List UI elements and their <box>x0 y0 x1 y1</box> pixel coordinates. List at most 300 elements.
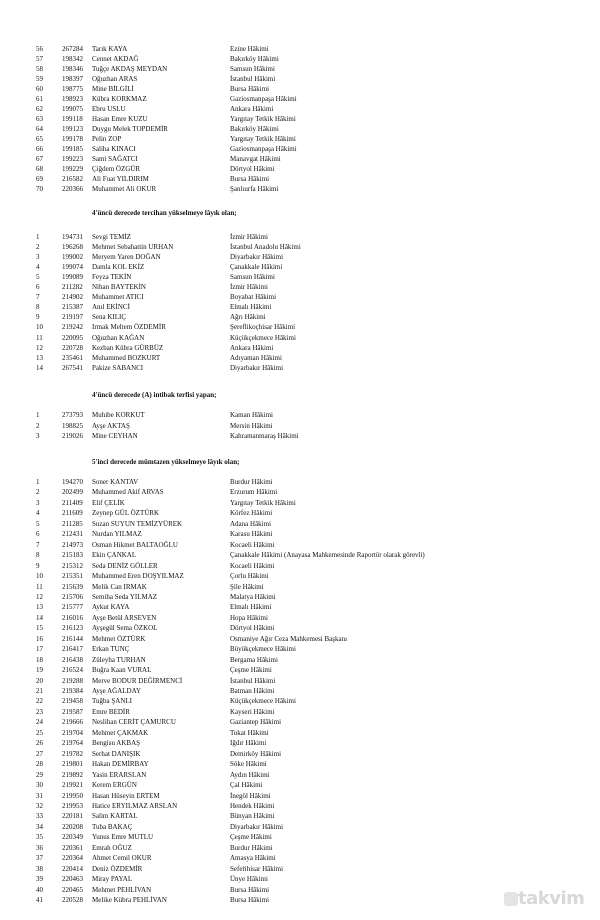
row-number: 2 <box>36 243 40 252</box>
row-number: 2 <box>36 488 40 497</box>
registry-number: 219242 <box>62 323 83 332</box>
person-name: Oğuzhan ARAS <box>92 75 138 83</box>
assignment-place: Söke Hâkimi <box>230 760 267 769</box>
row-number: 67 <box>36 155 43 163</box>
person-name: Melik Can IRMAK <box>92 582 147 591</box>
person-name: Salim KARTAL <box>92 812 138 821</box>
row-number: 20 <box>36 676 43 685</box>
list-item <box>0 874 600 884</box>
assignment-place: Bergama Hâkimi <box>230 655 278 664</box>
assignment-place: Büyükçekmece Hâkimi <box>230 645 296 654</box>
person-name: Pakize SABANCI <box>92 363 144 372</box>
list-item <box>0 613 600 623</box>
list-item <box>0 302 600 312</box>
list-item <box>0 252 600 262</box>
list-item <box>0 770 600 780</box>
registry-number: 198342 <box>62 55 83 63</box>
registry-number: 235461 <box>62 353 83 362</box>
person-name: Ayşegül Sema ÖZKOL <box>92 624 158 633</box>
person-name: Hasan Emre KUZU <box>92 115 148 123</box>
person-name: Merve BODUR DEĞİRMENCİ <box>92 676 183 685</box>
assignment-place: Şile Hâkimi <box>230 582 264 591</box>
takvim-watermark <box>500 888 596 912</box>
row-number: 4 <box>36 263 40 272</box>
person-name: Mehmet ÇAKMAK <box>92 728 149 737</box>
assignment-place: Karasu Hâkimi <box>230 530 273 539</box>
person-name: Ayşe AKTAŞ <box>92 421 130 430</box>
registry-number: 215312 <box>62 561 83 570</box>
person-name: Sena KILIÇ <box>92 313 127 322</box>
registry-number: 219921 <box>62 781 83 790</box>
registry-number: 219892 <box>62 770 83 779</box>
person-name: Kübra KORKMAZ <box>92 95 147 103</box>
registry-number: 214902 <box>62 293 83 302</box>
person-name: Pelin ZOP <box>92 135 122 143</box>
row-number: 35 <box>36 833 43 842</box>
list-item <box>0 602 600 612</box>
person-name: Emrah OĞUZ <box>92 843 132 852</box>
person-name: Çiğdem ÖZGÜR <box>92 165 141 173</box>
registry-number: 220208 <box>62 822 83 831</box>
list-item <box>0 154 600 164</box>
row-number: 3 <box>36 253 40 262</box>
person-name: Cennet AKDAĞ <box>92 55 139 63</box>
row-number: 1 <box>36 478 40 486</box>
row-number: 61 <box>36 95 43 103</box>
assignment-place: Samsun Hâkimi <box>230 273 275 282</box>
registry-number: 219953 <box>62 801 83 810</box>
list-item <box>0 353 600 363</box>
registry-number: 212431 <box>62 530 83 539</box>
row-number: 31 <box>36 791 43 800</box>
row-number: 7 <box>36 540 40 549</box>
row-number: 13 <box>36 603 43 612</box>
row-number: 65 <box>36 135 43 143</box>
person-name: Anıl EKİNCİ <box>92 303 130 312</box>
row-number: 17 <box>36 645 43 654</box>
row-number: 69 <box>36 175 43 183</box>
person-name: Deniz ÖZDEMİR <box>92 864 143 873</box>
row-number: 3 <box>36 432 40 440</box>
assignment-place: Iğdır Hâkimi <box>230 739 267 748</box>
row-number: 13 <box>36 353 43 362</box>
list-item <box>0 282 600 292</box>
assignment-place: İstanbul Hâkimi <box>230 75 276 83</box>
list-item <box>0 184 600 194</box>
registry-number: 196268 <box>62 243 83 252</box>
assignment-place: Elmalı Hâkimi <box>230 303 272 312</box>
person-name: Muhammed Eren DOŞYILMAZ <box>92 572 184 581</box>
person-name: Nihan BAYTEKİN <box>92 283 146 292</box>
list-item <box>0 655 600 665</box>
registry-number: 220366 <box>62 185 83 193</box>
row-number: 9 <box>36 313 40 322</box>
row-number: 40 <box>36 885 43 894</box>
list-item <box>0 134 600 144</box>
list-item <box>0 644 600 654</box>
assignment-place: Bursa Hâkimi <box>230 85 270 93</box>
assignment-place: İzmir Hâkimi <box>230 283 268 292</box>
assignment-place: Demirköy Hâkimi <box>230 749 282 758</box>
assignment-place: Aydın Hâkimi <box>230 770 270 779</box>
row-number: 14 <box>36 613 43 622</box>
registry-number: 219026 <box>62 432 83 440</box>
registry-number: 211609 <box>62 509 83 518</box>
row-number: 24 <box>36 718 43 727</box>
person-name: Buğra Kaan VURAL <box>92 666 152 675</box>
assignment-place: Çeşme Hâkimi <box>230 666 272 675</box>
list-item <box>0 44 600 54</box>
registry-number: 273793 <box>62 411 83 419</box>
row-number: 29 <box>36 770 43 779</box>
list-item <box>0 312 600 322</box>
list-item <box>0 561 600 571</box>
registry-number: 198775 <box>62 85 83 93</box>
list-item <box>0 232 600 242</box>
row-number: 60 <box>36 85 43 93</box>
registry-number: 198825 <box>62 421 83 430</box>
list-item <box>0 738 600 748</box>
person-name: Tuba BAKAÇ <box>92 822 133 831</box>
person-name: Soner KANTAV <box>92 478 139 486</box>
person-name: Aykut KAYA <box>92 603 130 612</box>
person-name: Ali Fuat YILDIRIM <box>92 175 149 183</box>
person-name: Kezban Kübra GÜRBÜZ <box>92 343 164 352</box>
registry-number: 199223 <box>62 155 83 163</box>
assignment-place: Burdur Hâkimi <box>230 843 273 852</box>
assignment-place: Şereflikoçhisar Hâkimi <box>230 323 296 332</box>
registry-number: 216144 <box>62 634 83 643</box>
registry-number: 199075 <box>62 105 83 113</box>
person-name: Mine CEYHAN <box>92 432 138 440</box>
assignment-place: Bursa Hâkimi <box>230 896 270 904</box>
assignment-place: Ezine Hâkimi <box>230 45 269 53</box>
registry-number: 219950 <box>62 791 83 800</box>
registry-number: 216123 <box>62 624 83 633</box>
registry-number: 216524 <box>62 666 83 675</box>
person-name: Mehmet ÖZTÜRK <box>92 634 146 643</box>
list-item <box>0 322 600 332</box>
person-name: Zeynep GÜL ÖZTÜRK <box>92 509 160 518</box>
person-name: Tuğba ŞANLI <box>92 697 132 706</box>
registry-number: 220465 <box>62 885 83 894</box>
assignment-place: Boyabat Hâkimi <box>230 293 277 302</box>
row-number: 63 <box>36 115 43 123</box>
row-number: 41 <box>36 896 43 904</box>
list-item <box>0 519 600 529</box>
list-item <box>0 676 600 686</box>
assignment-place: Körfez Hâkimi <box>230 509 273 518</box>
registry-number: 220463 <box>62 875 83 884</box>
registry-number: 216582 <box>62 175 83 183</box>
person-name: Bengisu AKBAŞ <box>92 739 141 748</box>
person-name: Muhammet Ali OKUR <box>92 185 157 193</box>
registry-number: 220361 <box>62 843 83 852</box>
person-name: Kerem ERGÜN <box>92 781 137 790</box>
registry-number: 199118 <box>62 115 83 123</box>
person-name: Ahmet Cemil OKUR <box>92 854 152 863</box>
list-item <box>0 540 600 550</box>
person-name: Saliha KINACI <box>92 145 136 153</box>
row-number: 25 <box>36 728 43 737</box>
assignment-place: Dörtyol Hâkimi <box>230 624 275 633</box>
row-number: 14 <box>36 363 43 372</box>
person-name: Feyza TEKİN <box>92 273 132 282</box>
assignment-place: Kocaeli Hâkimi <box>230 540 275 549</box>
assignment-place: Bursa Hâkimi <box>230 175 270 183</box>
person-name: Hatice ERYILMAZ ARSLAN <box>92 801 178 810</box>
assignment-place: Batman Hâkimi <box>230 687 275 695</box>
registry-number: 215777 <box>62 603 83 612</box>
assignment-place: İnegöl Hâkimi <box>230 791 271 800</box>
assignment-place: Çanakkale Hâkimi (Anayasa Mahkemesinde Raportör olarak görevli) <box>230 551 425 560</box>
row-number: 1 <box>36 411 40 419</box>
list-item <box>0 94 600 104</box>
assignment-place: Adıyaman Hâkimi <box>230 353 282 362</box>
registry-number: 219666 <box>62 718 83 727</box>
assignment-place: İstanbul Anadolu Hâkimi <box>230 243 301 252</box>
person-name: Oğuzhan KAĞAN <box>92 333 145 342</box>
assignment-place: Tokat Hâkimi <box>230 728 269 737</box>
row-number: 21 <box>36 687 43 695</box>
row-number: 11 <box>36 582 43 591</box>
assignment-place: Samsun Hâkimi <box>230 65 275 73</box>
assignment-place: Çanakkale Hâkimi <box>230 263 283 272</box>
row-number: 18 <box>36 655 43 664</box>
row-number: 36 <box>36 843 43 852</box>
person-name: Sevgi TEMİZ <box>92 233 131 241</box>
row-number: 23 <box>36 707 43 716</box>
assignment-place: Kayseri Hâkimi <box>230 707 275 716</box>
list-item <box>0 431 600 441</box>
registry-number: 194731 <box>62 233 83 241</box>
row-number: 39 <box>36 875 43 884</box>
watermark-text: takvim <box>518 888 585 909</box>
assignment-place: Adana Hâkimi <box>230 519 272 528</box>
person-name: Semiha Seda YILMAZ <box>92 592 158 601</box>
section-heading: 5'inci derecede mümtazen yükselmeye lâyık olan; <box>92 458 240 466</box>
person-name: Duygu Melek TOPDEMİR <box>92 125 168 133</box>
assignment-place: Çeşme Hâkimi <box>230 833 272 842</box>
assignment-place: Diyarbakır Hâkimi <box>230 363 284 372</box>
list-item <box>0 791 600 801</box>
registry-number: 199123 <box>62 125 83 133</box>
registry-number: 198346 <box>62 65 83 73</box>
list-item <box>0 262 600 272</box>
registry-number: 215639 <box>62 582 83 591</box>
row-number: 8 <box>36 551 40 560</box>
assignment-place: Mersin Hâkimi <box>230 421 273 430</box>
assignment-place: Şanlıurfa Hâkimi <box>230 185 279 193</box>
person-name: Damla KOL EKİZ <box>92 263 145 272</box>
registry-number: 215387 <box>62 303 83 312</box>
assignment-place: Çal Hâkimi <box>230 781 263 790</box>
row-number: 59 <box>36 75 43 83</box>
registry-number: 220414 <box>62 864 83 873</box>
list-item <box>0 582 600 592</box>
assignment-place: Yargıtay Tetkik Hâkimi <box>230 498 296 507</box>
list-item <box>0 822 600 832</box>
assignment-place: Diyarbakır Hâkimi <box>230 253 284 262</box>
person-name: Ebru USLU <box>92 105 126 113</box>
registry-number: 219782 <box>62 749 83 758</box>
row-number: 33 <box>36 812 43 821</box>
list-item <box>0 728 600 738</box>
person-name: Osman Hikmet BALTAOĞLU <box>92 540 178 549</box>
person-name: Züleyha TURHAN <box>92 655 146 664</box>
section-heading: 4'üncü derecede (A) intibak terfisi yapan; <box>92 391 217 399</box>
registry-number: 220349 <box>62 833 83 842</box>
row-number: 7 <box>36 293 40 302</box>
assignment-place: Yargıtay Tetkik Hâkimi <box>230 115 296 123</box>
assignment-place: Diyarbakır Hâkimi <box>230 822 284 831</box>
list-item <box>0 853 600 863</box>
list-item <box>0 363 600 373</box>
registry-number: 211282 <box>62 283 83 292</box>
person-name: Mehmet Sebahattin URHAN <box>92 243 174 252</box>
registry-number: 198923 <box>62 95 83 103</box>
person-name: Hakan DEMİRBAY <box>92 760 149 769</box>
section-heading: 4'üncü derecede tercihan yükselmeye lâyık olan; <box>92 209 237 217</box>
registry-number: 194270 <box>62 478 83 486</box>
list-item <box>0 498 600 508</box>
assignment-place: Amasya Hâkimi <box>230 854 276 863</box>
registry-number: 211285 <box>62 519 83 528</box>
row-number: 4 <box>36 509 40 518</box>
person-name: Ayşe AĞALDAY <box>92 687 142 695</box>
list-item <box>0 843 600 853</box>
person-name: Yasin ERARSLAN <box>92 770 147 779</box>
row-number: 58 <box>36 65 43 73</box>
assignment-place: Erzurum Hâkimi <box>230 488 278 497</box>
registry-number: 267541 <box>62 363 83 372</box>
person-name: Erkan TUNÇ <box>92 645 130 654</box>
list-item <box>0 696 600 706</box>
row-number: 9 <box>36 561 40 570</box>
registry-number: 214973 <box>62 540 83 549</box>
assignment-place: Bünyan Hâkimi <box>230 812 275 821</box>
takvim-logo-icon <box>504 892 518 906</box>
registry-number: 219704 <box>62 728 83 737</box>
row-number: 30 <box>36 781 43 790</box>
assignment-place: Ünye Hâkimi <box>230 875 268 884</box>
person-name: Muhammed BOZKURT <box>92 353 161 362</box>
row-number: 12 <box>36 343 43 352</box>
row-number: 26 <box>36 739 43 748</box>
person-name: Meryem Yaren DOĞAN <box>92 253 161 262</box>
list-item <box>0 292 600 302</box>
registry-number: 219458 <box>62 697 83 706</box>
registry-number: 198397 <box>62 75 83 83</box>
registry-number: 199229 <box>62 165 83 173</box>
list-item <box>0 104 600 114</box>
person-name: Yunus Emre MUTLU <box>92 833 154 842</box>
person-name: Hasan Hüseyin ERTEM <box>92 791 160 800</box>
row-number: 62 <box>36 105 43 113</box>
person-name: Serhat DANIŞIK <box>92 749 141 758</box>
list-item <box>0 864 600 874</box>
assignment-place: Yargıtay Tetkik Hâkimi <box>230 135 296 143</box>
registry-number: 220728 <box>62 343 83 352</box>
list-item <box>0 686 600 696</box>
list-item <box>0 529 600 539</box>
list-item <box>0 550 600 560</box>
registry-number: 215706 <box>62 592 83 601</box>
row-number: 8 <box>36 303 40 312</box>
registry-number: 216016 <box>62 613 83 622</box>
row-number: 38 <box>36 864 43 873</box>
list-item <box>0 410 600 420</box>
list-item <box>0 333 600 343</box>
assignment-place: Kaman Hâkimi <box>230 411 273 419</box>
row-number: 37 <box>36 854 43 863</box>
registry-number: 220364 <box>62 854 83 863</box>
assignment-place: İzmir Hâkimi <box>230 233 268 241</box>
person-name: Mehmet PEHLİVAN <box>92 885 152 894</box>
person-name: Nurdan YILMAZ <box>92 530 142 539</box>
row-number: 1 <box>36 233 40 241</box>
list-item <box>0 759 600 769</box>
list-item <box>0 272 600 282</box>
row-number: 5 <box>36 519 40 528</box>
row-number: 70 <box>36 185 43 193</box>
list-item <box>0 74 600 84</box>
person-name: Miray PAYAL <box>92 875 133 884</box>
registry-number: 199002 <box>62 253 83 262</box>
assignment-place: Ankara Hâkimi <box>230 105 274 113</box>
registry-number: 199089 <box>62 273 83 282</box>
list-item <box>0 623 600 633</box>
assignment-place: Hopa Hâkimi <box>230 613 268 622</box>
registry-number: 219384 <box>62 687 83 695</box>
row-number: 57 <box>36 55 43 63</box>
assignment-place: Küçükçekmece Hâkimi <box>230 697 296 706</box>
list-item <box>0 124 600 134</box>
list-item <box>0 164 600 174</box>
person-name: Ekin ÇANKAL <box>92 551 137 560</box>
list-item <box>0 749 600 759</box>
person-name: Seda DENİZ GÖLLER <box>92 561 158 570</box>
registry-number: 216438 <box>62 655 83 664</box>
list-item <box>0 64 600 74</box>
assignment-place: Elmalı Hâkimi <box>230 603 272 612</box>
row-number: 22 <box>36 697 43 706</box>
list-item <box>0 477 600 487</box>
list-item <box>0 421 600 431</box>
assignment-place: Bursa Hâkimi <box>230 885 270 894</box>
person-name: Tarık KAYA <box>92 45 128 53</box>
assignment-place: Malatya Hâkimi <box>230 592 276 601</box>
row-number: 66 <box>36 145 43 153</box>
list-item <box>0 242 600 252</box>
list-item <box>0 811 600 821</box>
row-number: 32 <box>36 801 43 810</box>
assignment-place: Sefer̀ihisar Hâkimi <box>230 864 284 873</box>
person-name: Tuğçe AKDAŞ MEYDAN <box>92 65 168 73</box>
registry-number: 219197 <box>62 313 83 322</box>
list-item <box>0 144 600 154</box>
person-name: Melike Kübra PEHLİVAN <box>92 896 167 904</box>
person-name: Elif ÇELİK <box>92 498 125 507</box>
registry-number: 202499 <box>62 488 83 497</box>
person-name: Neslihan CERİT ÇAMURCU <box>92 718 176 727</box>
row-number: 34 <box>36 822 43 831</box>
list-item <box>0 571 600 581</box>
person-name: Sami SAĞATCI <box>92 155 138 163</box>
row-number: 19 <box>36 666 43 675</box>
list-item <box>0 801 600 811</box>
person-name: Muhammet ATICI <box>92 293 144 302</box>
